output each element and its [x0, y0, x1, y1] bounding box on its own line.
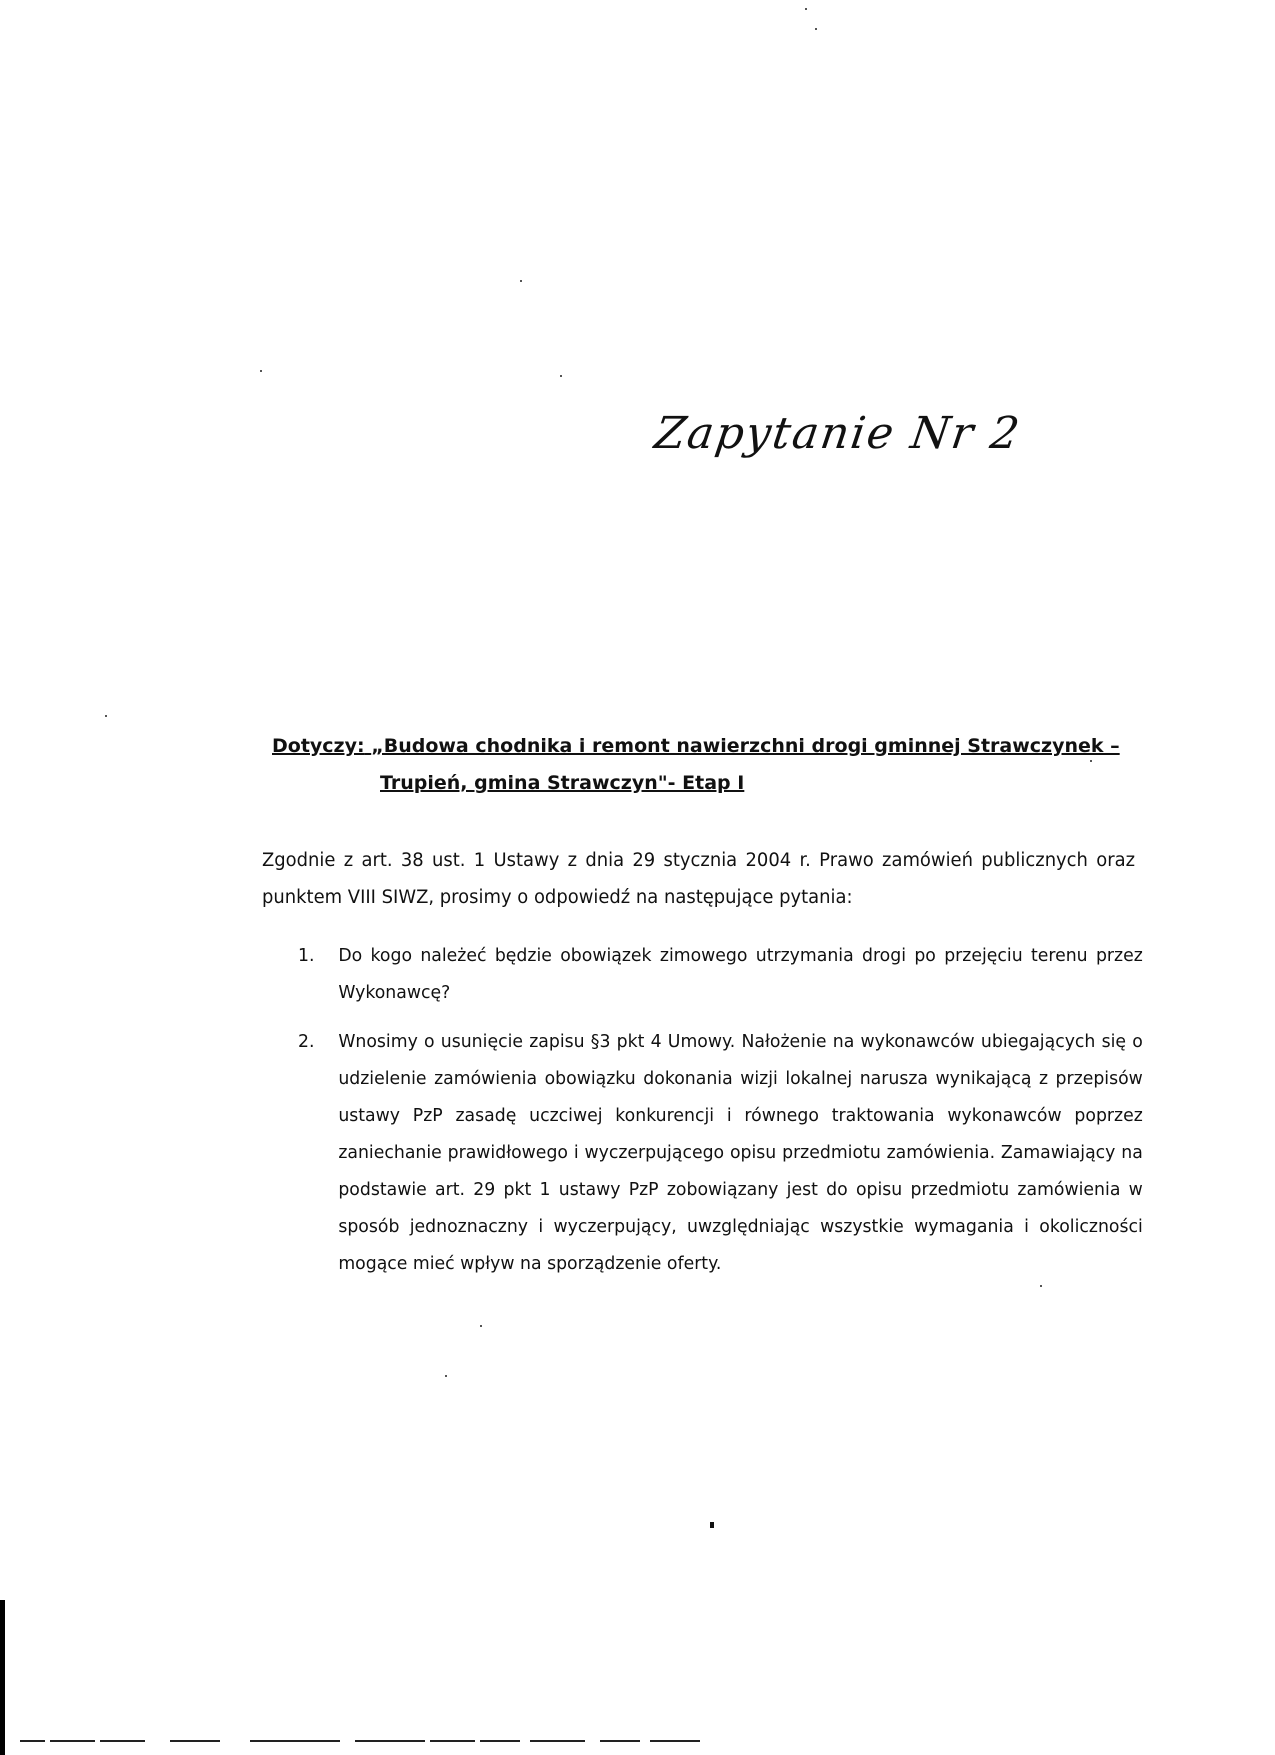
subject-label: Dotyczy: — [272, 735, 365, 757]
scan-rule — [50, 1740, 95, 1742]
scan-speck — [105, 715, 107, 717]
question-item — [298, 937, 1143, 1011]
scan-rule — [100, 1740, 145, 1742]
question-number: 1. — [298, 945, 315, 966]
scan-rule — [650, 1740, 700, 1742]
scan-rule — [355, 1740, 425, 1742]
scan-rule — [600, 1740, 640, 1742]
scan-rule — [20, 1740, 45, 1742]
scan-speck — [520, 280, 522, 282]
questions-list — [298, 937, 1143, 1294]
scan-speck — [445, 1375, 447, 1377]
scan-speck — [480, 1325, 482, 1327]
scan-speck — [710, 1522, 714, 1528]
scan-speck — [560, 375, 562, 377]
scan-speck — [805, 8, 807, 10]
question-number: 2. — [298, 1031, 315, 1052]
intro-paragraph: Zgodnie z art. 38 ust. 1 Ustawy z dnia 29 stycznia 2004 r. Prawo zamówień publicznych oraz punktem VIII SIWZ, prosimy o odpowiedź na następujące pytania: — [262, 850, 1135, 908]
question-text: Wnosimy o usunięcie zapisu §3 pkt 4 Umowy. Nałożenie na wykonawców ubiegających się o udzielenie zamówienia obowiązku dokonania wizji lokalnej narusza wynikającą z przepisów ustawy PzP zasadę uczciwej konkurencji i równego traktowania wykonawców poprzez zaniechanie prawidłowego i wyczerpującego opisu przedmiotu zamówienia. Zamawiający na podstawie art. 29 pkt 1 ustawy PzP zobowiązany jest do opisu przedmiotu zamówienia w sposób jednoznaczny i wyczerpujący, uwzględniając wszystkie wymagania i okoliczności mogące mieć wpływ na sporządzenie oferty. — [338, 1031, 1143, 1274]
scan-speck — [815, 28, 817, 30]
handwritten-heading: Zapytanie Nr 2 — [651, 408, 1025, 459]
question-item — [298, 1023, 1143, 1282]
scan-rule — [530, 1740, 585, 1742]
scan-rule — [250, 1740, 340, 1742]
scan-rule — [480, 1740, 520, 1742]
scan-speck — [1040, 1285, 1042, 1287]
subject-line-1: „Budowa chodnika i remont nawierzchni drogi gminnej Strawczynek – — [371, 735, 1120, 757]
question-text: Do kogo należeć będzie obowiązek zimowego utrzymania drogi po przejęciu terenu przez Wykonawcę? — [338, 945, 1143, 1003]
scan-edge-artifact — [0, 1600, 5, 1755]
subject-line-2: Trupień, gmina Strawczyn"- Etap I — [380, 772, 745, 794]
scan-rule — [430, 1740, 475, 1742]
subject-block — [272, 728, 1152, 802]
scan-rule — [170, 1740, 220, 1742]
scan-speck — [1090, 760, 1092, 762]
scan-speck — [260, 370, 262, 372]
